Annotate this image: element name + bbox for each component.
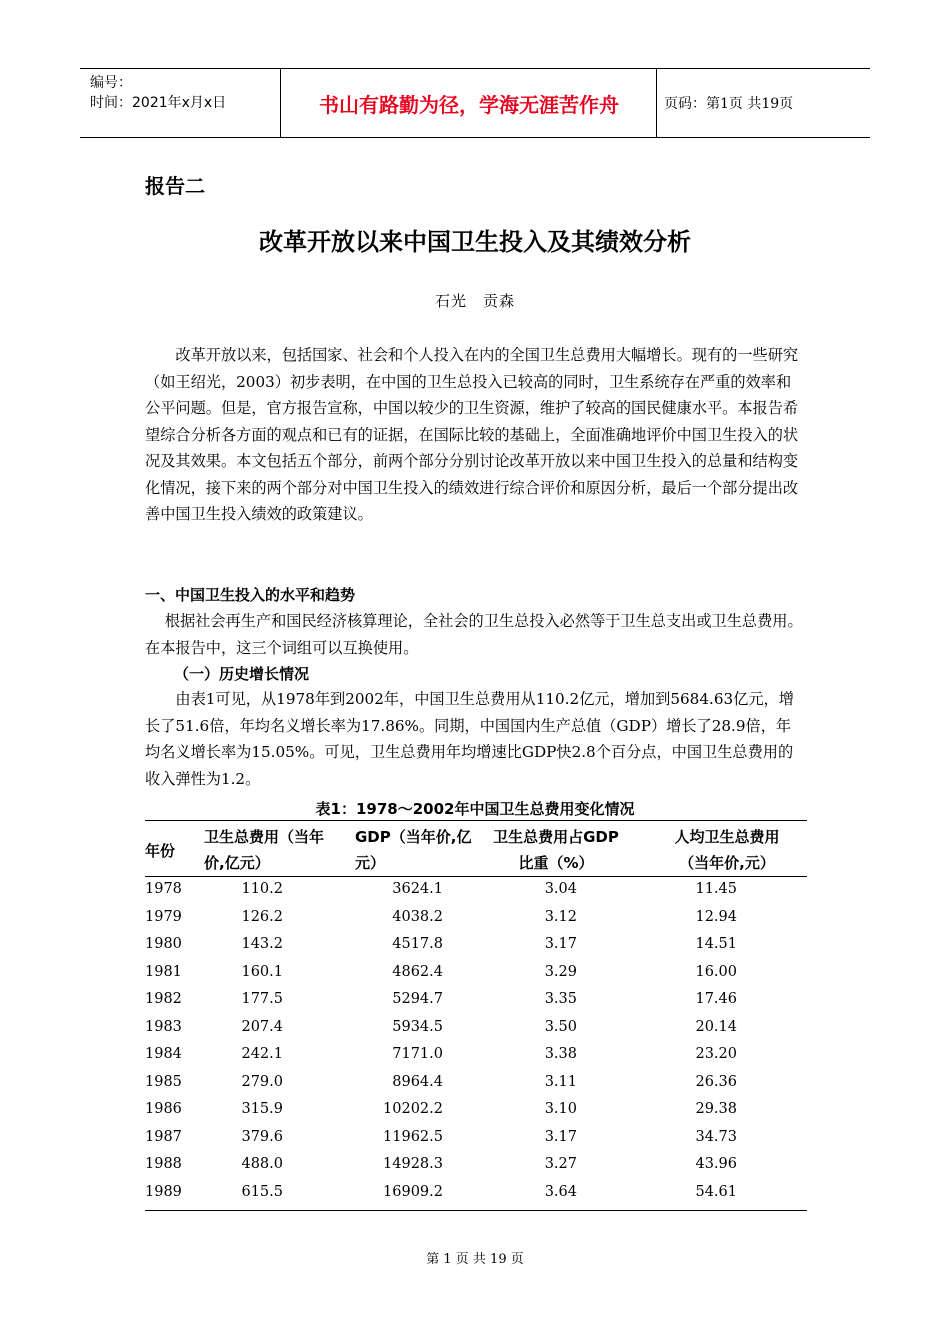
section-paragraph: 根据社会再生产和国民经济核算理论，全社会的卫生总投入必然等于卫生总支出或卫生总费用。在本报告中，这三个词组可以互换使用。 bbox=[145, 612, 803, 657]
page-header bbox=[80, 68, 870, 138]
header-line: 比重（%） bbox=[518, 854, 594, 872]
cell-gdp: 14928.3 bbox=[383, 1156, 443, 1172]
cell-gdp: 16909.2 bbox=[383, 1183, 443, 1200]
cell-share: 3.29 bbox=[544, 963, 577, 980]
table-header-year: 年份 bbox=[145, 842, 176, 860]
cell-per-capita: 26.36 bbox=[695, 1073, 737, 1090]
cell-share: 3.11 bbox=[544, 1073, 577, 1090]
header-meta bbox=[90, 73, 226, 113]
table-row bbox=[145, 1098, 807, 1126]
header-divider bbox=[280, 69, 281, 137]
cell-share: 3.64 bbox=[544, 1183, 577, 1200]
cell-per-capita: 16.00 bbox=[695, 963, 737, 980]
cell-total: 615.5 bbox=[241, 1183, 283, 1200]
table-header-total bbox=[204, 824, 324, 876]
cell-total: 279.0 bbox=[241, 1073, 283, 1090]
cell-gdp: 3624.1 bbox=[392, 881, 443, 897]
cell-total: 143.2 bbox=[241, 936, 283, 952]
cell-year: 1978 bbox=[145, 881, 182, 897]
cell-year: 1981 bbox=[145, 963, 182, 980]
cell-per-capita: 23.20 bbox=[695, 1046, 737, 1062]
cell-total: 160.1 bbox=[241, 963, 283, 980]
cell-total: 126.2 bbox=[241, 908, 283, 925]
intro-paragraph: 改革开放以来，包括国家、社会和个人投入在内的全国卫生总费用大幅增长。现有的一些研究（如王绍光，2003）初步表明，在中国的卫生总投入已较高的同时，卫生系统存在严重的效率和公平问题。但是，官方报告宣称，中国以较少的卫生资源，维护了较高的国民健康水平。本报告希望综合分析各方面的观点和已有的证据，在国际比较的基础上，全面准确地评价中国卫生投入的状况及其效果。本文包括五个部分，前两个部分分别讨论改革开放以来中国卫生投入的总量和结构变化情况，接下来的两个部分对中国卫生投入的绩效进行综合评价和原因分析，最后一个部分提出改善中国卫生投入绩效的政策建议。 bbox=[145, 346, 799, 523]
cell-gdp: 4862.4 bbox=[392, 963, 443, 980]
cell-total: 177.5 bbox=[241, 991, 283, 1007]
table-top-rule bbox=[145, 820, 807, 821]
table-header-gdp bbox=[355, 824, 471, 876]
table-header-per-capita bbox=[648, 824, 806, 876]
header-time: 时间：2021年x月x日 bbox=[90, 95, 227, 111]
table-row bbox=[145, 933, 807, 961]
cell-total: 242.1 bbox=[241, 1046, 283, 1062]
header-line: 卫生总费用占GDP bbox=[493, 828, 619, 846]
cell-per-capita: 17.46 bbox=[695, 991, 737, 1007]
table-row bbox=[145, 1043, 807, 1071]
table-row bbox=[145, 906, 807, 934]
cell-year: 1980 bbox=[145, 936, 182, 952]
cell-share: 3.04 bbox=[544, 881, 577, 897]
header-line: （当年价,元） bbox=[679, 854, 775, 872]
cell-gdp: 8964.4 bbox=[392, 1073, 443, 1090]
cell-gdp: 7171.0 bbox=[392, 1046, 443, 1062]
cell-total: 488.0 bbox=[241, 1156, 283, 1172]
cell-gdp: 10202.2 bbox=[383, 1101, 443, 1117]
header-line: 卫生总费用（当年 bbox=[204, 828, 325, 846]
table-header-rule bbox=[145, 876, 807, 877]
table-header-share bbox=[486, 824, 626, 876]
cell-share: 3.17 bbox=[544, 936, 577, 952]
cell-gdp: 4517.8 bbox=[392, 936, 443, 952]
cell-year: 1988 bbox=[145, 1156, 182, 1172]
cell-year: 1987 bbox=[145, 1128, 182, 1145]
cell-year: 1983 bbox=[145, 1018, 182, 1035]
cell-year: 1984 bbox=[145, 1046, 182, 1062]
header-line: GDP（当年价,亿 bbox=[355, 828, 472, 846]
cell-share: 3.50 bbox=[544, 1018, 577, 1035]
table-body bbox=[145, 878, 807, 1208]
cell-year: 1989 bbox=[145, 1183, 182, 1200]
cell-share: 3.10 bbox=[544, 1101, 577, 1117]
cell-gdp: 11962.5 bbox=[383, 1128, 443, 1145]
header-line: 价,亿元） bbox=[204, 854, 270, 872]
header-divider bbox=[656, 69, 657, 137]
subsection-heading: （一）历史增长情况 bbox=[174, 665, 310, 683]
table-row bbox=[145, 1071, 807, 1099]
cell-per-capita: 54.61 bbox=[695, 1183, 737, 1200]
cell-total: 379.6 bbox=[241, 1128, 283, 1145]
report-label: 报告二 bbox=[145, 174, 205, 198]
cell-gdp: 5934.5 bbox=[392, 1018, 443, 1035]
cell-share: 3.12 bbox=[544, 908, 577, 925]
cell-per-capita: 20.14 bbox=[695, 1018, 737, 1035]
table-row bbox=[145, 1153, 807, 1181]
cell-gdp: 4038.2 bbox=[392, 908, 443, 925]
subsection-paragraph: 由表1可见，从1978年到2002年，中国卫生总费用从110.2亿元，增加到5684.63亿元，增长了51.6倍，年均名义增长率为17.86%。同期，中国国内生产总值（GDP）增长了28.9倍，年均名义增长率为15.05%。可见，卫生总费用年均增速比GDP快2.8个百分点，中国卫生总费用的收入弹性为1.2。 bbox=[145, 690, 794, 788]
header-line: 人均卫生总费用 bbox=[674, 828, 780, 846]
cell-per-capita: 14.51 bbox=[695, 936, 737, 952]
cell-per-capita: 43.96 bbox=[695, 1156, 737, 1172]
section-heading: 一、中国卫生投入的水平和趋势 bbox=[145, 586, 356, 604]
cell-year: 1979 bbox=[145, 908, 182, 925]
table-title: 表1：1978～2002年中国卫生总费用变化情况 bbox=[315, 800, 635, 818]
header-page-number: 页码：第1页 共19页 bbox=[664, 96, 794, 112]
cell-gdp: 5294.7 bbox=[392, 991, 443, 1007]
cell-per-capita: 12.94 bbox=[695, 908, 737, 925]
header-number: 编号： bbox=[90, 75, 132, 91]
cell-share: 3.38 bbox=[544, 1046, 577, 1062]
cell-share: 3.17 bbox=[544, 1128, 577, 1145]
table-bottom-rule bbox=[145, 1210, 807, 1211]
cell-total: 207.4 bbox=[241, 1018, 283, 1035]
cell-per-capita: 34.73 bbox=[695, 1128, 737, 1145]
cell-share: 3.35 bbox=[544, 991, 577, 1007]
document-title: 改革开放以来中国卫生投入及其绩效分析 bbox=[259, 228, 691, 256]
table-row bbox=[145, 878, 807, 906]
document-authors: 石光 贡森 bbox=[434, 292, 515, 310]
table-row bbox=[145, 1126, 807, 1154]
table-row bbox=[145, 1181, 807, 1209]
cell-per-capita: 11.45 bbox=[695, 881, 737, 897]
cell-total: 110.2 bbox=[241, 881, 283, 897]
cell-total: 315.9 bbox=[241, 1101, 283, 1117]
cell-year: 1986 bbox=[145, 1101, 182, 1117]
header-line: 元） bbox=[355, 854, 386, 872]
cell-share: 3.27 bbox=[544, 1156, 577, 1172]
table-row bbox=[145, 1016, 807, 1044]
cell-year: 1985 bbox=[145, 1073, 182, 1090]
cell-year: 1982 bbox=[145, 991, 182, 1007]
table-row bbox=[145, 961, 807, 989]
cell-per-capita: 29.38 bbox=[695, 1101, 737, 1117]
table-row bbox=[145, 988, 807, 1016]
page-footer: 第 1 页 共 19 页 bbox=[426, 1252, 524, 1267]
header-motto: 书山有路勤为径，学海无涯苦作舟 bbox=[319, 93, 619, 117]
